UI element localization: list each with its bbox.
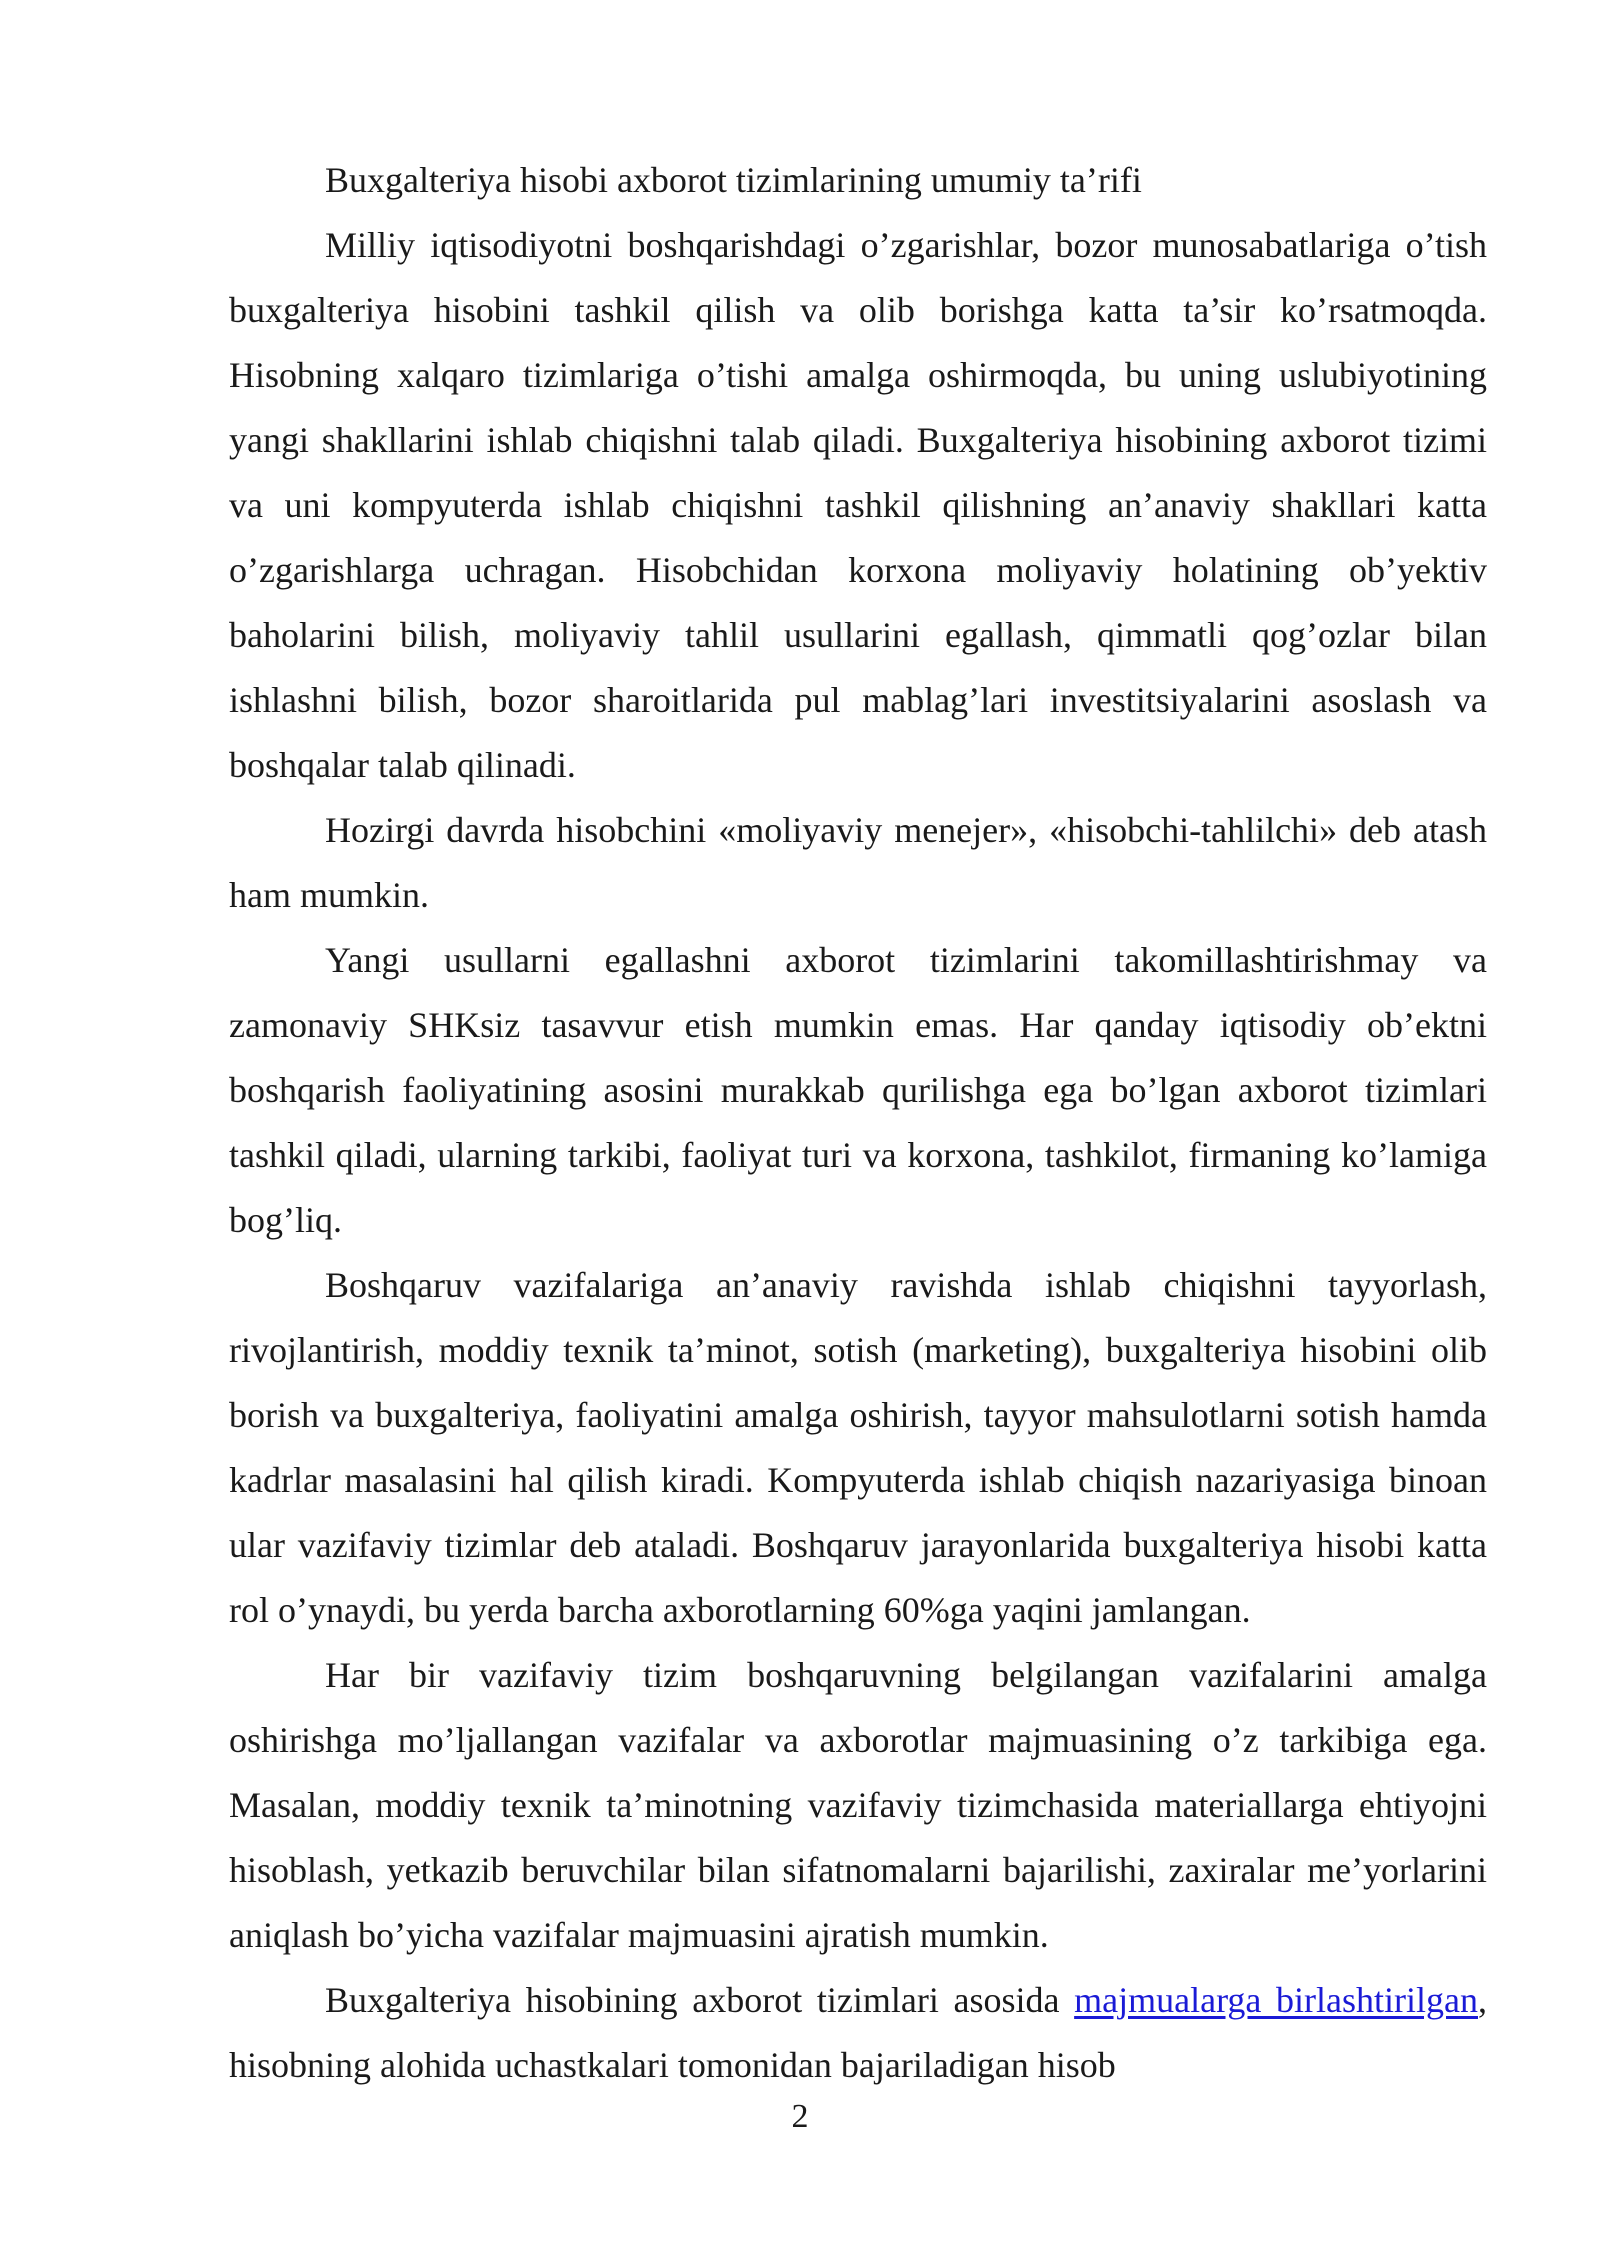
paragraph-3: Yangi usullarni egallashni axborot tizimlarini takomillashtirishmay va zamonaviy SHKsiz tasavvur etish mumkin emas. Har qanday iqtisodiy ob’ektni boshqarish faoliyatining asosini murakkab qurilishga ega bo’lgan axborot tizimlari tashkil qiladi, ularning tarkibi, faoliyat turi va korxona, tashkilot, firmaning ko’lamiga bog’liq. (229, 940, 1487, 1240)
section-title: Buxgalteriya hisobi axborot tizimlarining umumiy ta’rifi (325, 160, 1142, 200)
paragraph-6 (229, 1968, 1487, 2098)
hyperlink-majmualarga-birlashtirilgan[interactable]: majmualarga birlashtirilgan (1074, 1980, 1478, 2020)
paragraph-1: Milliy iqtisodiyotni boshqarishdagi o’zgarishlar, bozor munosabatlariga o’tish buxgalteriya hisobini tashkil qilish va olib borishga katta ta’sir ko’rsatmoqda. Hisobning xalqaro tizimlariga o’tishi amalga oshirmoqda, bu uning uslubiyotining yangi shakllarini ishlab chiqishni talab qiladi. Buxgalteriya hisobining axborot tizimi va uni kompyuterda ishlab chiqishni tashkil qilishning an’anaviy shakllari katta o’zgarishlarga uchragan. Hisobchidan korxona moliyaviy holatining ob’yektiv baholarini bilish, moliyaviy tahlil usullarini egallash, qimmatli qog’ozlar bilan ishlashni bilish, bozor sharoitlarida pul mablag’lari investitsiyalarini asoslash va boshqalar talab qilinadi. (229, 225, 1487, 785)
page-number: 2 (791, 2098, 809, 2135)
paragraph-6-tail: , hisobning alohida uchastkalari tomonidan bajariladigan hisob (229, 1980, 1487, 2085)
document-page (229, 148, 1487, 2098)
paragraph-2: Hozirgi davrda hisobchini «moliyaviy menejer», «hisobchi-tahlilchi» deb atash ham mumkin. (229, 810, 1487, 915)
paragraph-6-lead: Buxgalteriya hisobining axborot tizimlari asosida (325, 1980, 1075, 2020)
paragraph-4: Boshqaruv vazifalariga an’anaviy ravishda ishlab chiqishni tayyorlash, rivojlantirish, moddiy texnik ta’minot, sotish (marketing), buxgalteriya hisobini olib borish va buxgalteriya, faoliyatini amalga oshirish, tayyor mahsulotlarni sotish hamda kadrlar masalasini hal qilish kiradi. Kompyuterda ishlab chiqish nazariyasiga binoan ular vazifaviy tizimlar deb ataladi. Boshqaruv jarayonlarida buxgalteriya hisobi katta rol o’ynaydi, bu yerda barcha axborotlarning 60%ga yaqini jamlangan. (229, 1265, 1487, 1630)
paragraph-5: Har bir vazifaviy tizim boshqaruvning belgilangan vazifalarini amalga oshirishga mo’ljallangan vazifalar va axborotlar majmuasining o’z tarkibiga ega. Masalan, moddiy texnik ta’minotning vazifaviy tizimchasida materiallarga ehtiyojni hisoblash, yetkazib beruvchilar bilan sifatnomalarni bajarilishi, zaxiralar me’yorlarini aniqlash bo’yicha vazifalar majmuasini ajratish mumkin. (229, 1655, 1487, 1955)
